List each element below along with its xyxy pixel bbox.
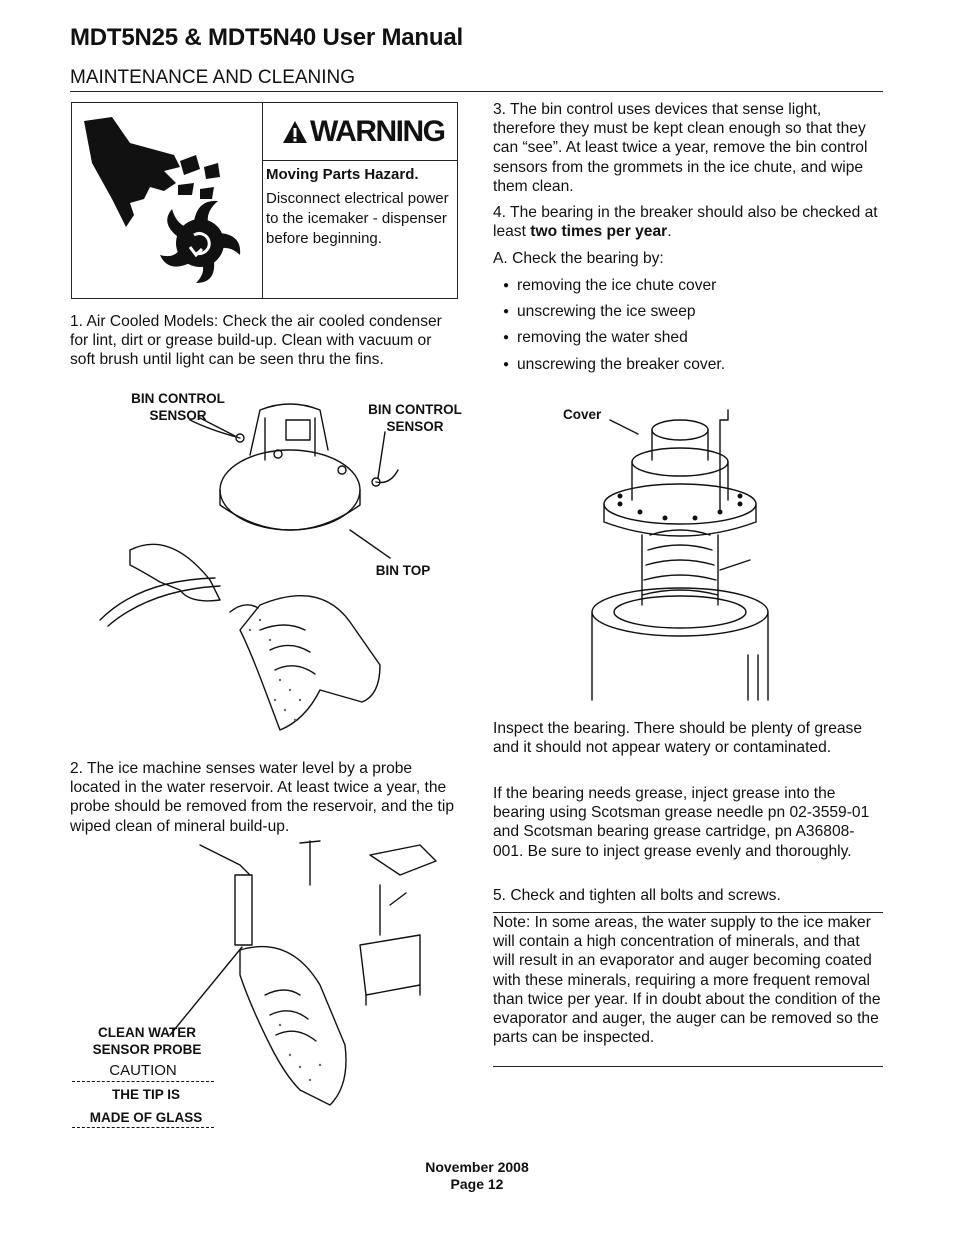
hazard-text: Disconnect electrical power to the icemaker - dispenser before beginning.: [266, 190, 449, 247]
step-4-emphasis: two times per year: [530, 223, 668, 241]
step-4-text-start: 4. The bearing in the breaker should also be checked at least: [493, 204, 878, 241]
step-4a-text: A. Check the bearing by:: [493, 250, 664, 267]
caution-line-1: THE TIP IS: [111, 1087, 180, 1102]
caution-line-2: MADE OF GLASS: [89, 1110, 203, 1125]
warning-label-rule: [262, 160, 457, 161]
note-rule-bottom: [493, 1066, 883, 1067]
footer-date: November 2008: [425, 1159, 529, 1175]
list-item: ● unscrewing the ice sweep: [503, 302, 883, 321]
step-4-text: [493, 203, 878, 241]
moving-parts-hazard-icon: [72, 103, 262, 298]
section-title: MAINTENANCE AND CLEANING: [70, 67, 356, 88]
footer-page-number: Page 12: [450, 1176, 504, 1192]
step-4-text-end: .: [667, 223, 672, 241]
fig1-label-bin-top: BIN TOP: [375, 563, 431, 578]
warning-box: [71, 102, 458, 299]
caution-rule-top: [72, 1081, 214, 1082]
list-item: ● unscrewing the breaker cover.: [503, 355, 883, 374]
fig1-label-right: BIN CONTROL SENSOR: [368, 402, 462, 434]
step-1-text: 1. Air Cooled Models: Check the air cooled condenser for lint, dirt or grease build-up. Clean with vacuum or soft brush until light can be seen thru the fins.: [70, 313, 442, 369]
fig1-label-left: BIN CONTROL SENSOR: [131, 391, 225, 423]
warning-triangle-icon: [282, 120, 308, 144]
document-title: MDT5N25 & MDT5N40 User Manual: [70, 24, 463, 51]
bullet-list: [503, 276, 883, 374]
list-item: ● removing the ice chute cover: [503, 276, 883, 295]
caution-rule-bottom: [72, 1127, 214, 1128]
hazard-title: Moving Parts Hazard.: [266, 166, 419, 183]
list-item: ● removing the water shed: [503, 328, 883, 347]
regrease-text: If the bearing needs grease, inject grease into the bearing using Scotsman grease needle pn 02-3559-01 and Scotsman bearing grease cartridge, pn A36808-001. Be sure to inject grease evenly and thoroughly.: [493, 785, 870, 860]
page-footer: [0, 1159, 954, 1193]
breaker-bearing-illustration: [580, 400, 780, 700]
section-divider: [70, 91, 883, 92]
warning-text: WARNING: [310, 115, 445, 148]
step-2-text: 2. The ice machine senses water level by a probe located in the water reservoir. At least twice a year, the probe should be removed from the reservoir, and the tip wiped clean of mineral build-up.: [70, 760, 454, 835]
water-probe-illustration: [180, 835, 460, 1125]
fig2-probe-label: CLEAN WATER SENSOR PROBE: [92, 1025, 202, 1057]
note-text: Note: In some areas, the water supply to the ice maker will contain a high concentration of minerals, and that will result in an evaporator and auger becoming coated with these minerals, requiring a more frequent removal than twice per year. If in doubt about the condition of the evaporator and auger, the auger can be removed so the parts can be inspected.: [493, 914, 881, 1047]
caution-label: CAUTION: [109, 1062, 177, 1079]
warning-label: [282, 115, 445, 149]
warning-divider: [262, 103, 263, 298]
step-5-text: 5. Check and tighten all bolts and screws.: [493, 887, 781, 904]
fig3-cover-label: Cover: [563, 407, 602, 422]
inspect-text: Inspect the bearing. There should be plenty of grease and it should not appear watery or contaminated.: [493, 720, 863, 757]
step-3-text: 3. The bin control uses devices that sense light, therefore they must be kept clean enough so that they can “see”. At least twice a year, remove the bin control sensors from the grommets in the ice chute, and wipe them clean.: [493, 101, 868, 195]
